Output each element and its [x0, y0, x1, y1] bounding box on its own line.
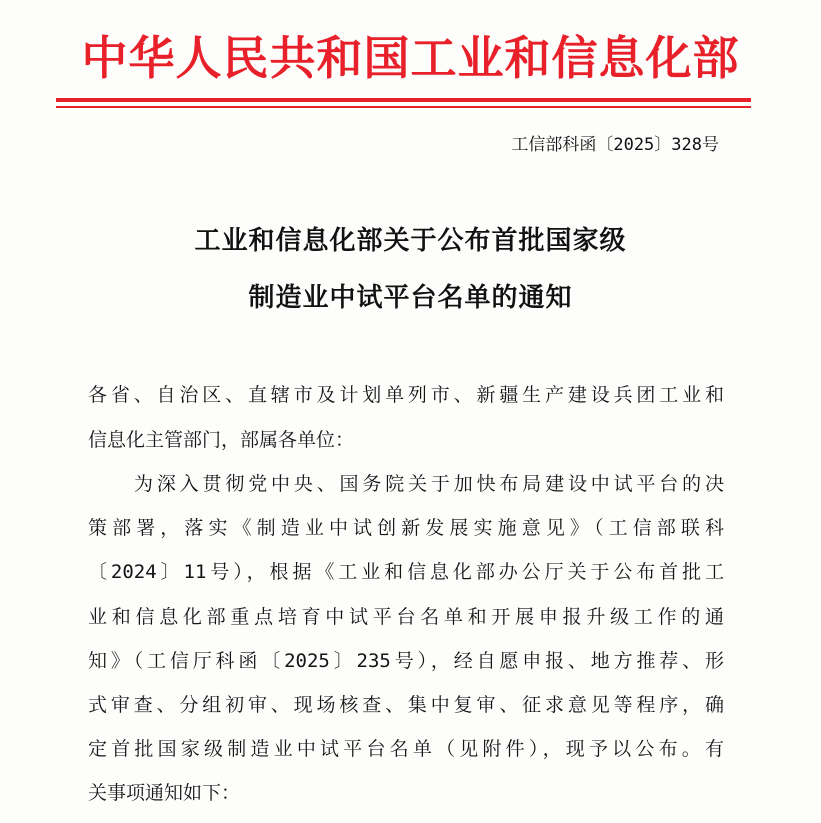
- masthead-rule-thin: [56, 106, 751, 108]
- paragraph-line-7: 定首批国家级制造业中试平台名单（见附件），现予以公布。有: [88, 738, 724, 760]
- paragraph-line-1: 为深入贯彻党中央、国务院关于加快布局建设中试平台的决: [134, 473, 724, 495]
- document-title-line-2: 制造业中试平台名单的通知: [248, 283, 573, 313]
- paragraph-line-4: 业和信息化部重点培育中试平台名单和开展申报升级工作的通: [88, 606, 724, 628]
- paragraph-line-2: 策部署，落实《制造业中试创新发展实施意见》（工信部联科: [88, 517, 724, 539]
- masthead-rule-thick: [56, 98, 751, 102]
- issuer-masthead: 中华人民共和国工业和信息化部: [81, 31, 740, 85]
- paragraph-line-3: 〔2024〕11号），根据《工业和信息化部办公厅关于公布首批工: [88, 561, 724, 583]
- paragraph-line-6: 式审查、分组初审、现场核查、集中复审、征求意见等程序，确: [88, 694, 724, 716]
- salutation-line-2: 信息化主管部门，部属各单位：: [88, 429, 355, 451]
- document-number: 工信部科函〔2025〕328号: [511, 135, 719, 155]
- paragraph-line-8: 关事项通知如下：: [88, 782, 241, 804]
- document-title-line-1: 工业和信息化部关于公布首批国家级: [194, 226, 627, 256]
- paragraph-line-5: 知》（工信厅科函〔2025〕235号），经自愿申报、地方推荐、形: [88, 650, 724, 672]
- salutation-line-1: 各省、自治区、直辖市及计划单列市、新疆生产建设兵团工业和: [88, 384, 724, 406]
